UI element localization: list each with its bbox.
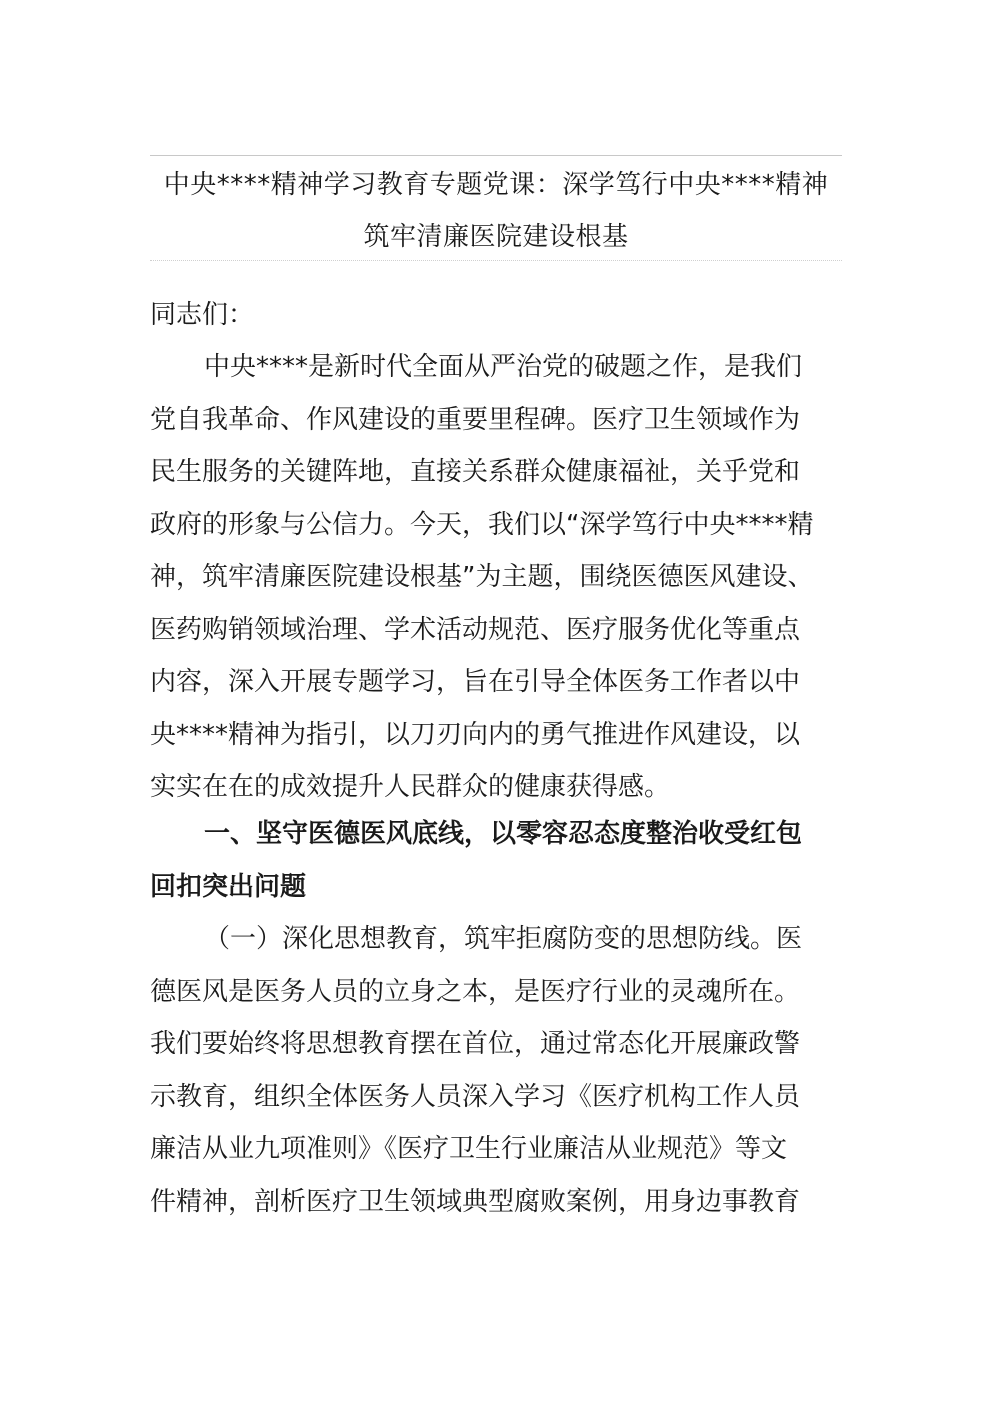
title-bottom-rule xyxy=(150,260,842,261)
paragraph-line: （一）深化思想教育，筑牢拒腐防变的思想防线。医 xyxy=(204,924,803,954)
section-heading-line: 回扣突出问题 xyxy=(150,871,307,902)
salutation xyxy=(150,289,830,342)
intro-line: 中央****是新时代全面从严治党的破题之作，是我们 xyxy=(204,352,803,382)
document-title-line-2: 筑牢清廉医院建设根基 xyxy=(363,222,629,252)
paragraph-line: 示教育，组织全体医务人员深入学习《医疗机构工作人员 xyxy=(150,1081,801,1112)
section-1-heading xyxy=(150,808,830,913)
intro-line: 党自我革命、作风建设的重要里程碑。医疗卫生领域作为 xyxy=(150,404,801,435)
paragraph-line: 我们要始终将思想教育摆在首位，通过常态化开展廉政警 xyxy=(150,1029,801,1059)
paragraph-line: 件精神，剖析医疗卫生领域典型腐败案例，用身边事教育 xyxy=(150,1186,801,1217)
salutation-text: 同志们： xyxy=(150,300,255,330)
section-1-1-paragraph xyxy=(150,913,830,1228)
intro-line: 央****精神为指引，以刀刃向内的勇气推进作风建设，以 xyxy=(150,719,801,750)
title-top-rule xyxy=(150,155,842,156)
intro-line: 政府的形象与公信力。今天，我们以“深学笃行中央****精 xyxy=(150,509,814,540)
paragraph-line: 德医风是医务人员的立身之本，是医疗行业的灵魂所在。 xyxy=(150,976,801,1007)
intro-paragraph xyxy=(150,341,830,814)
intro-line: 实实在在的成效提升人民群众的健康获得感。 xyxy=(150,772,671,802)
section-heading-line: 一、坚守医德医风底线，以零容忍态度整治收受红包 xyxy=(204,819,803,849)
paragraph-line: 廉洁从业九项准则》《医疗卫生行业廉洁从业规范》等文 xyxy=(150,1134,788,1164)
intro-line: 神，筑牢清廉医院建设根基”为主题，围绕医德医风建设、 xyxy=(150,562,814,592)
intro-line: 内容，深入开展专题学习，旨在引导全体医务工作者以中 xyxy=(150,667,801,697)
intro-line: 医药购销领域治理、学术活动规范、医疗服务优化等重点 xyxy=(150,614,801,645)
document-title-line-1: 中央****精神学习教育专题党课：深学笃行中央****精神 xyxy=(163,170,829,200)
intro-line: 民生服务的关键阵地，直接关系群众健康福祉，关乎党和 xyxy=(150,457,801,487)
